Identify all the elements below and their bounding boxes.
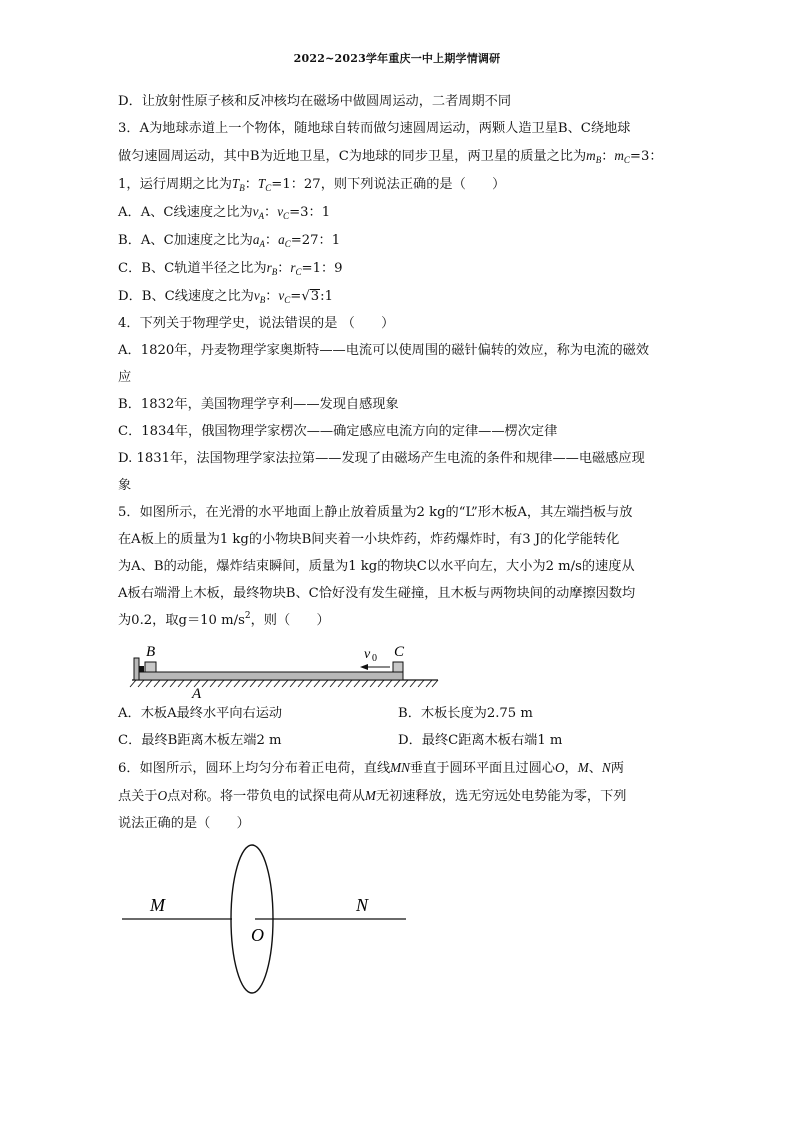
q5-option-c: C．最终B距离木板左端2 m	[118, 733, 282, 748]
label-v: v	[364, 647, 371, 662]
q6-stem-line2: 点关于O点对称。将一带负电的试探电荷从M无初速释放，选无穷远处电势能为零，下列	[118, 788, 627, 804]
q3-option-d: D．B、C线速度之比为$v_B$：$v_C=√3:1$	[118, 288, 333, 305]
velocity-arrowhead	[360, 664, 368, 670]
q4-option-d-line1: D. 1831年，法国物理学家法拉第——发现了由磁场产生电流的条件和规律——电磁感应现	[118, 451, 645, 466]
label-b: B	[146, 644, 156, 660]
q3-stem-line2: 做匀速圆周运动，其中B为近地卫星，C为地球的同步卫星，两卫星的质量之比为$m_B$：$m_C=3$：	[118, 148, 663, 165]
q5-figure	[118, 638, 448, 700]
q4-option-b: B．1832年，美国物理学亨利——发现自感现象	[118, 397, 399, 412]
ground-hatching	[130, 680, 438, 687]
q4-option-c: C．1834年，俄国物理学家楞次——确定感应电流方向的定律——楞次定律	[118, 424, 558, 439]
q5-stem-line4: A板右端滑上木板，最终物块B、C恰好没有发生碰撞，且木板与两物块间的动摩擦因数均	[118, 586, 636, 601]
q6-stem-line1: 6．如图所示，圆环上均匀分布着正电荷，直线MN垂直于圆环平面且过圆心O，M、N两	[118, 760, 624, 776]
q6-figure	[120, 841, 420, 1011]
q5-option-d: D．最终C距离木板右端1 m	[398, 733, 563, 748]
label-c: C	[394, 644, 405, 660]
q3-stem-line3: 1，运行周期之比为$T_B$：$T_C=1$：27，则下列说法正确的是（ ）	[118, 176, 506, 193]
question-content	[118, 92, 678, 1011]
sqrt-symbol: √	[301, 289, 310, 304]
q3-option-c: C．B、C轨道半径之比为$r_B$：$r_C=1$：9	[118, 260, 343, 277]
q5-option-a: A．木板A最终水平向右运动	[118, 706, 283, 721]
q5-options-row1	[118, 704, 678, 724]
label-m: M	[150, 895, 165, 915]
q4-option-d-line2: 象	[118, 478, 132, 493]
q5-stem-line2: 在A板上的质量为1 kg的小物块B间夹着一小块炸药，炸药爆炸时，有3 J的化学能转化	[118, 532, 620, 547]
q4-option-a-line2: 应	[118, 370, 132, 385]
label-n: N	[356, 895, 369, 915]
label-v-sub: 0	[372, 653, 377, 664]
q2-option-d: D．让放射性原子核和反冲核均在磁场中做圆周运动，二者周期不同	[118, 94, 512, 109]
board-a	[138, 672, 403, 680]
q3-option-a: A．A、C线速度之比为$v_A$：$v_C=3$：1	[118, 204, 331, 221]
q5-stem-line1: 5．如图所示，在光滑的水平地面上静止放着质量为2 kg的“L”形木板A，其左端挡板与放	[118, 505, 633, 520]
q5-option-b: B．木板长度为2.75 m	[398, 706, 533, 721]
q4-stem: 4．下列关于物理学史，说法错误的是 （ ）	[118, 316, 395, 331]
sqrt-argument: 3	[310, 289, 320, 304]
label-o: O	[251, 925, 264, 945]
block-b	[145, 662, 156, 672]
q5-options-row2	[118, 731, 678, 751]
explosive	[139, 666, 144, 672]
q5-stem-line3: 为A、B的动能，爆炸结束瞬间，质量为1 kg的物块C以水平向左，大小为2 m/s的速度从	[118, 559, 635, 574]
label-a: A	[192, 686, 202, 700]
board-a-left-stop	[134, 658, 139, 680]
q5-stem-line5: 为0.2，取g＝10 $m/s^2$，则（ ）	[118, 611, 330, 628]
page-header: 2022~2023学年重庆一中上期学情调研	[293, 52, 501, 65]
q3-stem-line1: 3．A为地球赤道上一个物体，随地球自转而做匀速圆周运动，两颗人造卫星B、C绕地球	[118, 121, 631, 136]
block-c	[393, 662, 403, 672]
q4-option-a-line1: A．1820年，丹麦物理学家奥斯特——电流可以使周围的磁针偏转的效应，称为电流的磁效	[118, 343, 650, 358]
q6-stem-line3: 说法正确的是（ ）	[118, 816, 250, 831]
q3-option-b: B．A、C加速度之比为$a_A$：$a_C=27$：1	[118, 232, 341, 249]
